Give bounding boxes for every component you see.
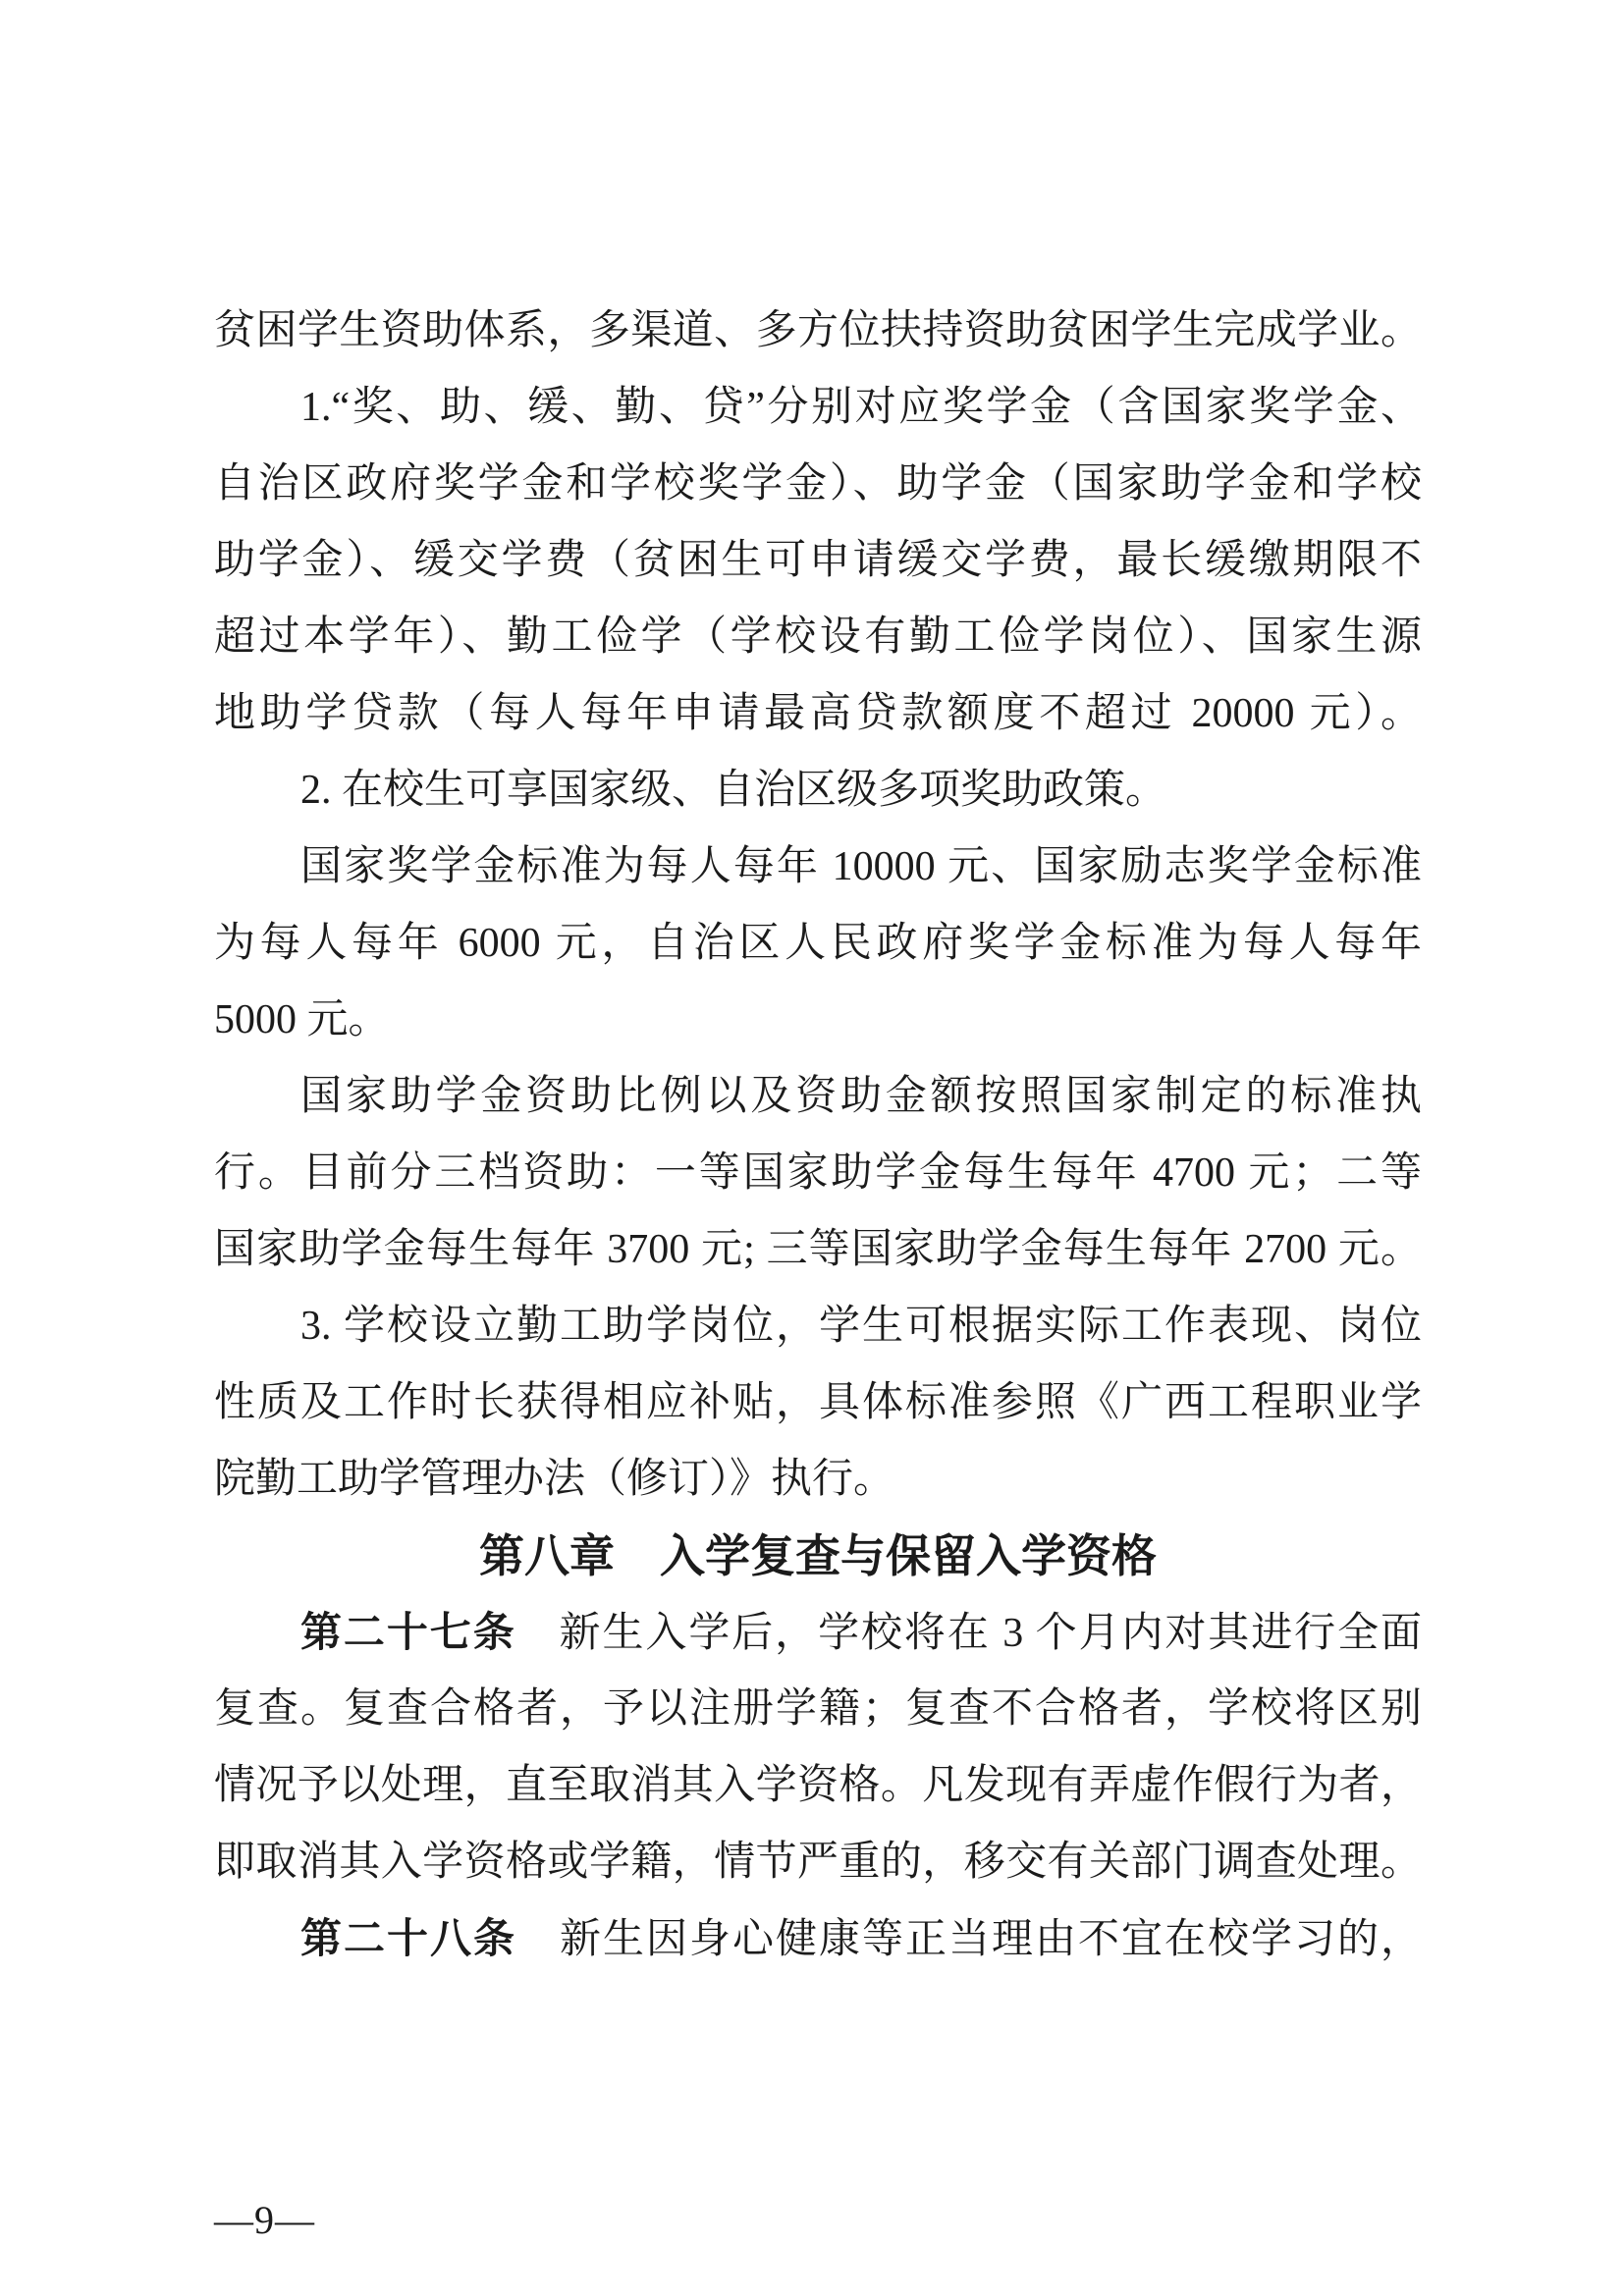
text-line <box>214 1900 1422 1977</box>
text-run: 行。目前分三档资助：一等国家助学金每生每年 4700 元；二等 <box>214 1150 1422 1196</box>
text-run: 国家奖学金标准为每人每年 10000 元、国家励志奖学金标准 <box>300 844 1422 889</box>
text-line <box>214 1058 1422 1135</box>
text-line <box>214 522 1422 599</box>
text-run: 贫困学生资助体系，多渠道、多方位扶持资助贫困学生完成学业。 <box>214 308 1422 353</box>
text-run: 2. 在校生可享国家级、自治区级多项奖助政策。 <box>300 768 1167 813</box>
text-line <box>214 1211 1422 1288</box>
text-line <box>214 1364 1422 1441</box>
text-run: 1.“奖、助、缓、勤、贷”分别对应奖学金（含国家奖学金、 <box>300 385 1422 430</box>
text-run: 院勤工助学管理办法（修订）》执行。 <box>214 1457 895 1502</box>
text-line <box>214 905 1422 982</box>
text-run: 情况予以处理，直至取消其入学资格。凡发现有弄虚作假行为者， <box>214 1763 1422 1808</box>
text-line <box>214 1594 1422 1671</box>
text-line <box>214 982 1422 1058</box>
document-body <box>214 293 1422 1977</box>
text-run: 新生因身心健康等正当理由不宜在校学习的， <box>516 1917 1422 1962</box>
article-number: 第二十七条 <box>300 1609 516 1655</box>
text-run: 新生入学后，学校将在 3 个月内对其进行全面 <box>515 1611 1422 1656</box>
text-run: 即取消其入学资格或学籍，情节严重的，移交有关部门调查处理。 <box>214 1840 1422 1885</box>
text-line <box>214 752 1422 828</box>
text-line <box>214 675 1422 752</box>
text-run: 国家助学金资助比例以及资助金额按照国家制定的标准执 <box>300 1074 1422 1119</box>
text-run: 超过本学年）、勤工俭学（学校设有勤工俭学岗位）、国家生源 <box>214 614 1422 660</box>
text-run: 复查。复查合格者，予以注册学籍；复查不合格者，学校将区别 <box>214 1686 1422 1732</box>
text-run: 3. 学校设立勤工助学岗位，学生可根据实际工作表现、岗位 <box>300 1304 1422 1349</box>
text-line <box>214 1747 1422 1824</box>
text-line <box>214 599 1422 675</box>
text-line <box>214 1824 1422 1900</box>
text-line <box>214 446 1422 522</box>
text-run: 为每人每年 6000 元，自治区人民政府奖学金标准为每人每年 <box>214 921 1422 966</box>
text-run: 助学金）、缓交学费（贫困生可申请缓交学费，最长缓缴期限不 <box>214 538 1422 583</box>
text-line <box>214 293 1422 369</box>
text-run: 地助学贷款（每人每年申请最高贷款额度不超过 20000 元）。 <box>214 691 1422 736</box>
text-line <box>214 1671 1422 1747</box>
text-line <box>214 1441 1422 1518</box>
text-line <box>214 828 1422 905</box>
article-number: 第八章 入学复查与保留入学资格 <box>479 1530 1157 1581</box>
article-number: 第二十八条 <box>300 1915 516 1961</box>
text-line <box>214 369 1422 446</box>
text-run: 5000 元。 <box>214 997 390 1042</box>
text-run: 性质及工作时长获得相应补贴，具体标准参照《广西工程职业学 <box>214 1380 1422 1425</box>
page-number: —9— <box>214 2198 315 2242</box>
text-run: 自治区政府奖学金和学校奖学金）、助学金（国家助学金和学校 <box>214 461 1422 507</box>
text-line <box>214 1288 1422 1364</box>
chapter-heading <box>214 1518 1422 1594</box>
text-line <box>214 1135 1422 1211</box>
text-run: 国家助学金每生每年 3700 元; 三等国家助学金每生每年 2700 元。 <box>214 1227 1422 1272</box>
